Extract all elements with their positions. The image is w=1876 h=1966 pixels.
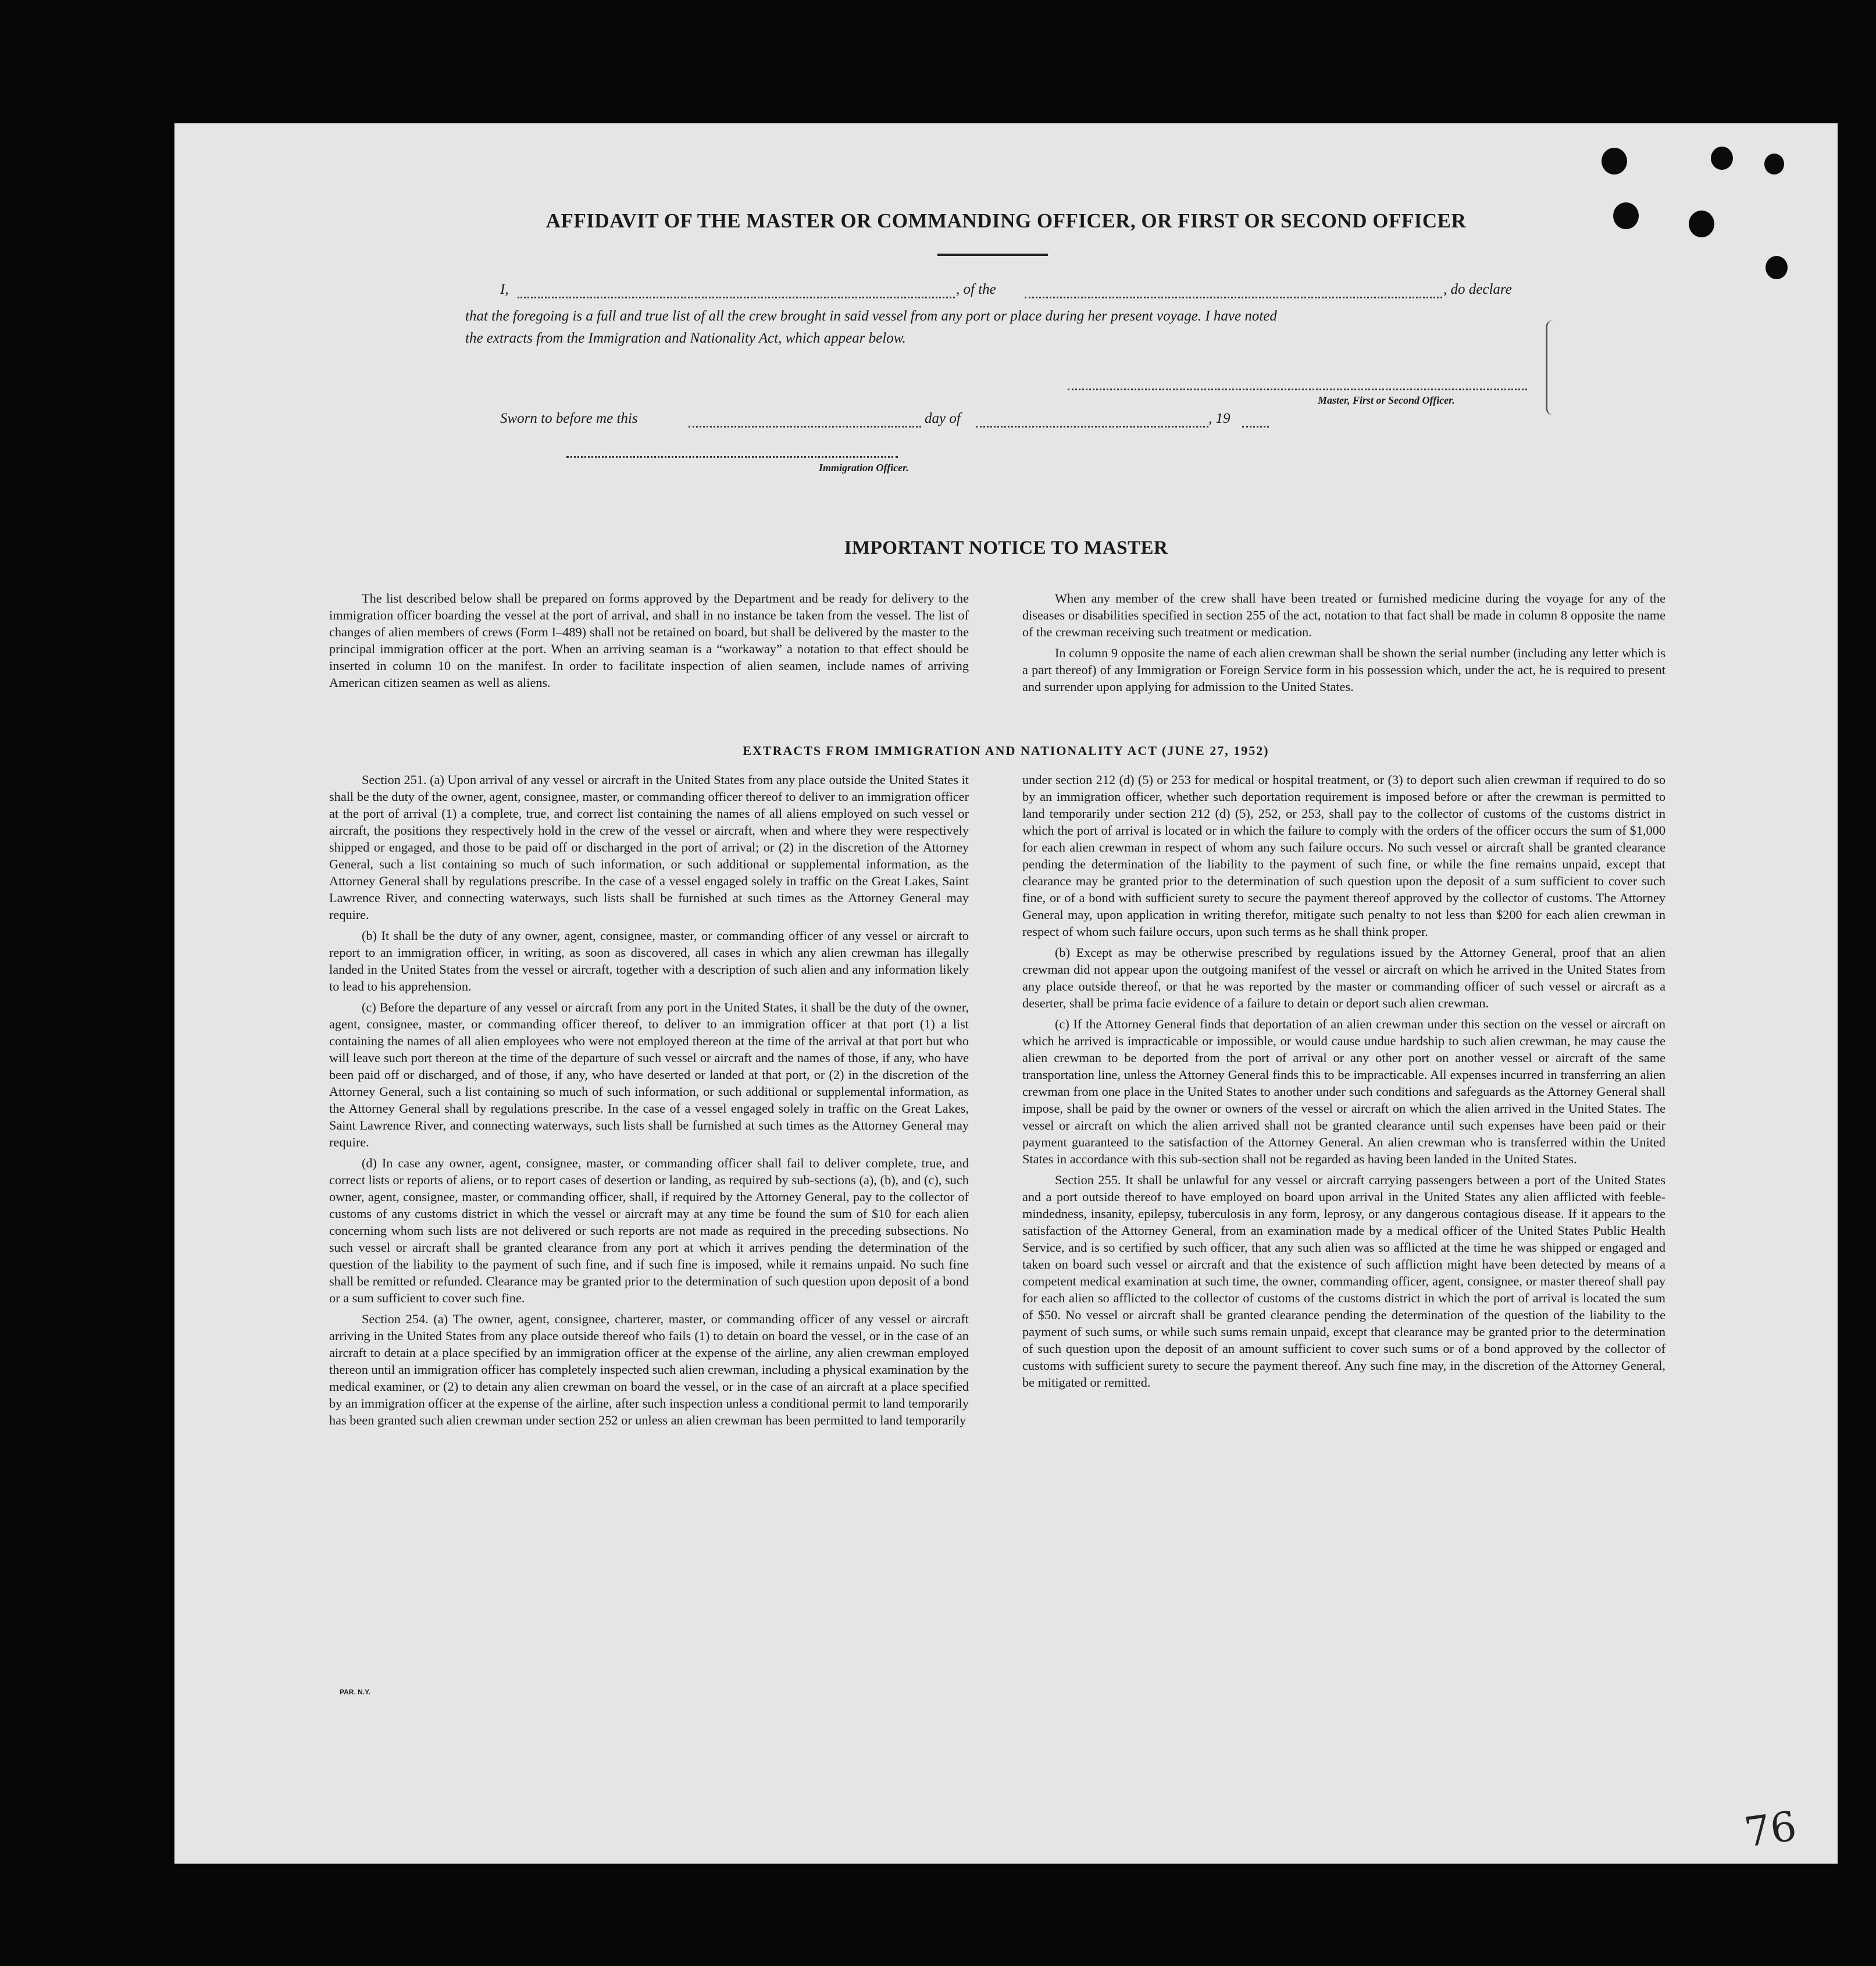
title-rule <box>937 254 1048 256</box>
declare-label: , do declare <box>1443 282 1512 297</box>
punch-hole <box>1764 154 1784 174</box>
notice-left-column <box>329 590 969 695</box>
act-paragraph: (d) In case any owner, agent, consignee, master, or commanding officer shall fail to deliver complete, true, and correct lists or reports of aliens, or to report cases of desertion or landing, as required by sub-sections (a), (b), and (c), such owner, agent, consignee, master, or commanding officer, shall, if required by the Attorney General, pay to the collector of customs of any customs district in which the vessel or aircraft may at any time be found the sum of $10 for each alien concerning whom such lists are not delivered or such reports are not made as required in the preceding subsections. No such vessel or aircraft shall be granted clearance from any port at which it arrives pending the determination of the question of the liability to the payment of such fine, and if such fine is imposed, while it remains unpaid. No such fine shall be remitted or refunded. Clearance may be granted prior to the determination of such question upon deposit of a bond or a sum sufficient to cover such fine. <box>329 1156 969 1305</box>
year-label: , 19 <box>1208 411 1231 426</box>
margin-bracket <box>1546 320 1553 415</box>
handwritten-page-number: 76 <box>1741 1802 1800 1857</box>
act-paragraph: Section 255. It shall be unlawful for any vessel or aircraft carrying passengers between a port of the United States and a port outside thereof to have employed on board upon arrival in the United States any alien afflicted with feeble-mindedness, insanity, epilepsy, tuberculosis in any form, leprosy, or any dangerous contagious disease. If it appears to the satisfaction of the Attorney General, from an examination made by a medical officer of the United States Public Health Service, and is so certified by such officer, that any such alien was so afflicted at the time he was shipped or engaged and taken on board such vessel or aircraft and that the existence of such affliction might have been detected by means of a competent medical examination at such time, the owner, commanding officer, agent, consignee, or master thereof shall pay for each alien so afflicted to the collector of customs of the customs district in which the port of arrival is located the sum of $50. No vessel or aircraft shall be granted clearance pending the determination of the question of the liability to the payment of such sums, or while such sums remain unpaid, except that clearance may be granted prior to the determination of such question upon the deposit of an amount sufficient to cover such sums or of a bond approved by the collector of customs with sufficient surety to secure the payment thereof. Any such fine may, in the discretion of the Attorney General, be mitigated or remitted. <box>1022 1173 1665 1390</box>
sworn-day-field[interactable] <box>689 426 921 428</box>
act-paragraph: Section 251. (a) Upon arrival of any vessel or aircraft in the United States from any place outside the United States it shall be the duty of the owner, agent, consignee, master, or commanding officer thereof to deliver to an immigration officer at the port of arrival (1) a complete, true, and correct list containing the names of all aliens employed on such vessel or aircraft, the positions they respectively hold in the crew of the vessel or aircraft, when and where they were respectively shipped or engaged, and those to be paid off or discharged in the port of arrival; or (2) in the discretion of the Attorney General, such a list containing so much of such information, or such additional or supplemental information, as the Attorney General shall by regulations prescribe. In the case of a vessel engaged solely in traffic on the Great Lakes, Saint Lawrence River, and connecting waterways, such lists shall be furnished at such times as the Attorney General may require. <box>329 772 969 922</box>
document-page <box>174 123 1838 1864</box>
act-paragraph: under section 212 (d) (5) or 253 for medical or hospital treatment, or (3) to deport such alien crewman if required to do so by an immigration officer, whether such deportation requirement is imposed before or after the crewman is permitted to land temporarily under section 212 (d) (5), 252, or 253, shall pay to the collector of customs of the customs district in which the port of arrival is located or in which the failure to comply with the orders of the officer occurs the sum of $1,000 for each alien crewman in respect of whom any such failure occurs. No such vessel or aircraft shall be granted clearance pending the determination of the liability to the payment of such fine, or while the fine remains unpaid, except that clearance may be granted prior to the determination of such question upon the deposit of a sum sufficient to cover such fine, or of a bond with sufficient surety to secure the payment thereof approved by the collector of customs. The Attorney General may, upon application in writing therefor, mitigate such penalty to not less than $200 for each alien crewman in respect of whom such failure occurs, upon such terms as he shall think proper. <box>1022 772 1665 939</box>
sworn-year-field[interactable] <box>1242 426 1269 428</box>
notice-paragraph: When any member of the crew shall have been treated or furnished medicine during the voyage for any of the diseases or disabilities specified in section 255 of the act, notation to that fact shall be made in column 8 opposite the name of the crewman receiving such treatment or medication. <box>1022 591 1665 639</box>
affidavit-title: AFFIDAVIT OF THE MASTER OR COMMANDING OFFICER, OR FIRST OR SECOND OFFICER <box>545 209 1467 232</box>
notice-title: IMPORTANT NOTICE TO MASTER <box>844 537 1168 558</box>
sworn-month-field[interactable] <box>976 426 1208 428</box>
notice-paragraph: The list described below shall be prepared on forms approved by the Department and be ready for delivery to the immigration officer boarding the vessel at the port of arrival, and shall in no instance be taken from the vessel. The list of changes of alien members of crews (Form I–489) shall not be retained on board, but shall be delivered by the master to the principal immigration officer at the port. When an arriving seaman is a “workaway” a notation to that effect should be inserted in column 10 on the manifest. In order to facilitate inspection of alien seamen, include names of arriving American citizen seamen as well as aliens. <box>329 591 969 690</box>
extracts-title: EXTRACTS FROM IMMIGRATION AND NATIONALITY ACT (JUNE 27, 1952) <box>743 743 1269 758</box>
immigration-officer-caption: Immigration Officer. <box>819 462 909 473</box>
sworn-label: Sworn to before me this <box>500 411 638 426</box>
extracts-left-column <box>329 771 969 1433</box>
printer-mark: PAR. N.Y. <box>340 1688 371 1696</box>
punch-hole <box>1766 256 1788 279</box>
act-paragraph: (c) Before the departure of any vessel or aircraft from any port in the United States, it shall be the duty of the owner, agent, consignee, master, or commanding officer thereof, to deliver to an immigration officer at that port (1) a list containing the names of all alien employees who were not employed thereon at the time of the arrival at that port but who will leave such port thereon at the time of the departure of such vessel or aircraft and the names of those, if any, who have been paid off or discharged, and of those, if any, who have deserted or landed at that port, or (2) in the discretion of the Attorney General, such a list containing so much of such information, or such additional or supplemental information, as the Attorney General shall by regulations prescribe. In the case of a vessel engaged solely in traffic on the Great Lakes, Saint Lawrence River, and connecting waterways, such lists shall be furnished at such times as the Attorney General may require. <box>329 1000 969 1149</box>
declarant-name-field[interactable] <box>518 297 955 298</box>
declarant-label: I, <box>500 282 509 297</box>
master-signature-caption: Master, First or Second Officer. <box>1318 394 1455 406</box>
extracts-right-column <box>1022 771 1665 1395</box>
act-paragraph: (b) Except as may be otherwise prescribed by regulations issued by the Attorney General, proof that an alien crewman did not appear upon the outgoing manifest of the vessel or aircraft on which he arrived in the United States from any place outside thereof, or that he was reported by the master or commanding officer of such vessel or aircraft as a deserter, shall be prima facie evidence of a failure to detain or deport such alien crewman. <box>1022 945 1665 1010</box>
punch-hole <box>1602 148 1627 174</box>
vessel-label: , of the <box>956 282 996 297</box>
declaration-line-1: that the foregoing is a full and true list of all the crew brought in said vessel from any port or place during her present voyage. I have noted <box>465 308 1277 324</box>
vessel-name-field[interactable] <box>1025 297 1442 298</box>
act-paragraph: Section 254. (a) The owner, agent, consignee, charterer, master, or commanding officer of any vessel or aircraft arriving in the United States from any place outside thereof who fails (1) to detain on board the vessel, or in the case of an aircraft to detain at a place specified by an immigration officer at the expense of the airline, any alien crewman employed thereon until an immigration officer has completely inspected such alien crewman, including a physical examination by the medical examiner, or (2) to detain any alien crewman on board the vessel, or in the case of an aircraft at a place specified by an immigration officer at the expense of the airline, after such inspection unless a conditional permit to land temporarily has been granted such alien crewman under section 252 or unless an alien crewman has been permitted to land temporarily <box>329 1312 969 1427</box>
day-of-label: day of <box>925 411 961 426</box>
notice-paragraph: In column 9 opposite the name of each alien crewman shall be shown the serial number (including any letter which is a part thereof) of any Immigration or Foreign Service form in his possession which, under the act, he is required to present and surrender upon applying for admission to the United States. <box>1022 646 1665 694</box>
immigration-officer-signature-field[interactable] <box>566 456 898 458</box>
act-paragraph: (c) If the Attorney General finds that deportation of an alien crewman under this section on the vessel or aircraft on which he arrived is impracticable or impossible, or would cause undue hardship to such alien crewman, he may cause the alien crewman to be deported from the port of arrival or any other port on another vessel or aircraft of the same transportation line, unless the Attorney General finds this to be impracticable. All expenses incurred in transferring an alien crewman from one place in the United States to another under such conditions and safeguards as the Attorney General shall impose, shall be paid by the owner or owners of the vessel or aircraft on which the alien arrived in the United States. The vessel or aircraft on which the alien arrived shall not be granted clearance until such expenses have been paid or their payment guaranteed to the satisfaction of the Attorney General. An alien crewman who is transferred within the United States in accordance with this sub-section shall not be regarded as having been landed in the United States. <box>1022 1017 1665 1166</box>
punch-hole <box>1711 147 1733 170</box>
act-paragraph: (b) It shall be the duty of any owner, agent, consignee, master, or commanding officer of any vessel or aircraft to report to an immigration officer, in writing, as soon as discovered, all cases in which any alien crewman has illegally landed in the United States from the vessel or aircraft, together with a description of such alien and any information likely to lead to his apprehension. <box>329 928 969 993</box>
declaration-line-2: the extracts from the Immigration and Nationality Act, which appear below. <box>465 330 906 346</box>
master-signature-field[interactable] <box>1068 389 1527 390</box>
notice-right-column <box>1022 590 1665 699</box>
